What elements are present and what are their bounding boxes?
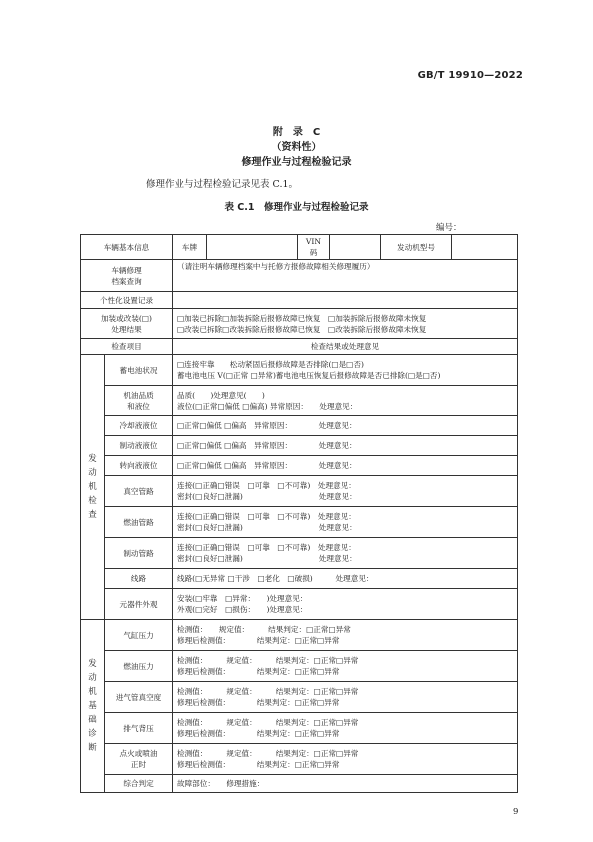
ignition-timing-result[interactable]: 检测值： 规定值： 结果判定：□正常□异常 修理后检测值： 结果判定：□正常□异常 (173, 744, 518, 775)
vehicle-info-row (81, 235, 518, 260)
repair-archive-row (81, 260, 518, 292)
table-row (81, 456, 518, 476)
battery-result[interactable]: □连接牢靠 松动紧固后报修故障是否排除(□是□否) 蓄电池电压 V(□正常 □异常)蓄电池电压恢复后报修故障是否已排除(□是□否) (173, 355, 518, 386)
personalization-label: 个性化设置记录 (81, 292, 173, 309)
check-header-row (81, 339, 518, 355)
ignition-timing-label: 点火或喷油 正时 (105, 744, 173, 775)
table-row (81, 744, 518, 775)
engine-diagnosis-group-label: 发 动 机 基 础 诊 断 (81, 620, 105, 793)
table-row (81, 682, 518, 713)
intake-vacuum-label: 进气管真空度 (105, 682, 173, 713)
component-appearance-result[interactable]: 安装(□牢靠 □异常： )处理意见： 外观(□完好 □损伤： )处理意见： (173, 589, 518, 620)
fuel-line-result[interactable]: 连接(□正确□错误 □可靠 □不可靠) 处理意见： 密封(□良好□泄漏) 处理意见： (173, 507, 518, 538)
vacuum-line-label: 真空管路 (105, 476, 173, 507)
engine-model-value[interactable] (452, 235, 518, 260)
brake-fluid-result[interactable]: □正常□偏低 □偏高 异常原因： 处理意见： (173, 436, 518, 456)
exhaust-backpressure-result[interactable]: 检测值： 规定值： 结果判定：□正常□异常 修理后检测值： 结果判定：□正常□异常 (173, 713, 518, 744)
repair-archive-label: 车辆修理 档案查询 (81, 260, 173, 292)
plate-value[interactable] (207, 235, 298, 260)
vin-label: VIN 码 (298, 235, 330, 260)
table-title: 表 C.1 修理作业与过程检验记录 (224, 202, 369, 213)
intake-vacuum-result[interactable]: 检测值： 规定值： 结果判定：□正常□异常 修理后检测值： 结果判定：□正常□异常 (173, 682, 518, 713)
overall-judgment-result[interactable]: 故障部位： 修理措施： (173, 775, 518, 793)
wiring-label: 线路 (105, 569, 173, 589)
table-row (81, 651, 518, 682)
brake-line-label: 制动管路 (105, 538, 173, 569)
overall-judgment-label: 综合判定 (105, 775, 173, 793)
component-appearance-label: 元器件外观 (105, 589, 173, 620)
cylinder-pressure-label: 气缸压力 (105, 620, 173, 651)
fuel-line-label: 燃油管路 (105, 507, 173, 538)
fuel-pressure-result[interactable]: 检测值： 规定值： 结果判定：□正常□异常 修理后检测值： 结果判定：□正常□异常 (173, 651, 518, 682)
engine-check-group-label: 发 动 机 检 查 (81, 355, 105, 620)
table-row (81, 386, 518, 416)
plate-label: 车牌 (173, 235, 207, 260)
brake-fluid-label: 制动液液位 (105, 436, 173, 456)
engine-oil-label: 机油品质 和液位 (105, 386, 173, 416)
personalization-row (81, 292, 518, 309)
annex-heading: 修理作业与过程检验记录 (241, 157, 352, 168)
repair-record-table (80, 234, 518, 793)
annex-subtitle: （资料性） (271, 142, 322, 153)
table-row (81, 476, 518, 507)
page-number: 9 (513, 807, 519, 817)
table-row (81, 355, 518, 386)
table-row (81, 620, 518, 651)
vehicle-info-label: 车辆基本信息 (81, 235, 173, 260)
check-item-header: 检查项目 (81, 339, 173, 355)
fuel-pressure-label: 燃油压力 (105, 651, 173, 682)
annex-title: 附 录 C (272, 127, 321, 138)
brake-line-result[interactable]: 连接(□正确□错误 □可靠 □不可靠) 处理意见： 密封(□良好□泄漏) 处理意见： (173, 538, 518, 569)
table-row (81, 416, 518, 436)
table-row (81, 538, 518, 569)
table-row (81, 436, 518, 456)
personalization-value[interactable] (173, 292, 518, 309)
coolant-level-label: 冷却液液位 (105, 416, 173, 436)
modification-label: 加装或改装(□) 处理结果 (81, 309, 173, 339)
intro-paragraph: 修理作业与过程检验记录见表 C.1。 (146, 179, 299, 190)
standard-code: GB/T 19910—2022 (417, 70, 523, 81)
engine-model-label: 发动机型号 (381, 235, 452, 260)
steering-fluid-result[interactable]: □正常□偏低 □偏高 异常原因： 处理意见： (173, 456, 518, 476)
exhaust-backpressure-label: 排气背压 (105, 713, 173, 744)
repair-archive-content[interactable]: （请注明车辆修理档案中与托修方报修故障相关修理履历） (173, 260, 518, 292)
steering-fluid-label: 转向液液位 (105, 456, 173, 476)
table-row (81, 569, 518, 589)
table-row (81, 589, 518, 620)
modification-options[interactable]: □加装已拆除□加装拆除后报修故障已恢复 □加装拆除后报修故障未恢复 □改装已拆除□改装拆除后报修故障已恢复 □改装拆除后报修故障未恢复 (173, 309, 518, 339)
vin-value[interactable] (330, 235, 381, 260)
coolant-level-result[interactable]: □正常□偏低 □偏高 异常原因： 处理意见： (173, 416, 518, 436)
table-row (81, 775, 518, 793)
serial-number-label: 编号： (436, 223, 462, 233)
table-row (81, 713, 518, 744)
wiring-result[interactable]: 线路(□无异常 □干涉 □老化 □破损) 处理意见： (173, 569, 518, 589)
cylinder-pressure-result[interactable]: 检测值： 规定值： 结果判定：□正常□异常 修理后检测值： 结果判定：□正常□异常 (173, 620, 518, 651)
modification-row (81, 309, 518, 339)
battery-label: 蓄电池状况 (105, 355, 173, 386)
check-result-header: 检查结果或处理意见 (173, 339, 518, 355)
engine-oil-result[interactable]: 品质( )处理意见( ) 液位(□正常□偏低 □偏高) 异常原因： 处理意见： (173, 386, 518, 416)
vacuum-line-result[interactable]: 连接(□正确□错误 □可靠 □不可靠) 处理意见： 密封(□良好□泄漏) 处理意见： (173, 476, 518, 507)
table-row (81, 507, 518, 538)
